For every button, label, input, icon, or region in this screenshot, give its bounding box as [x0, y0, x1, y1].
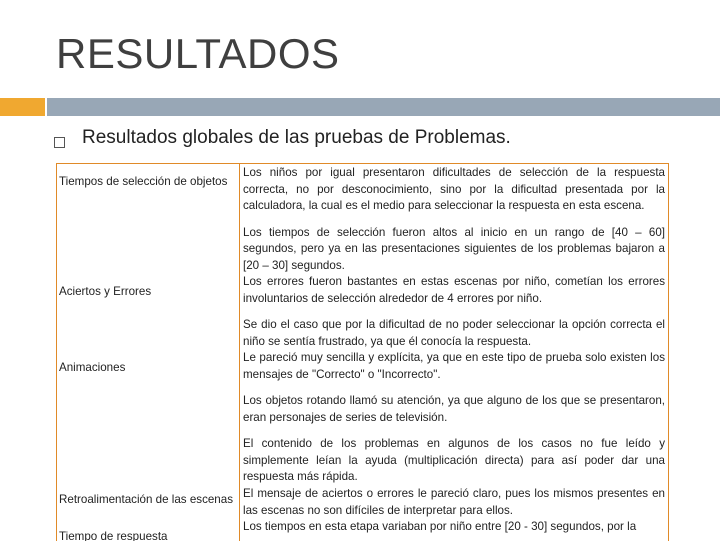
row-label: Retroalimentación de las escenas	[59, 493, 234, 506]
row-paragraph: Los tiempos de selección fueron altos al inicio en un rango de [40 – 60] segundos, pero ya en las presentaciones siguientes de los problemas bajaron a [20 – 30] segundos.	[243, 225, 665, 272]
accent-block	[0, 98, 45, 116]
row-paragraph: Los tiempos en esta etapa variaban por niño entre [20 - 30] segundos, por la	[243, 520, 637, 533]
row-paragraph: El mensaje de aciertos o errores le pareció claro, pues los mismos presentes en las escenas no son difíciles de interpretar para ellos.	[243, 487, 665, 517]
row-content	[243, 274, 665, 350]
slide-title: RESULTADOS	[56, 30, 340, 77]
row-content	[243, 486, 665, 519]
row-content	[243, 350, 665, 486]
row-paragraph: Se dio el caso que por la dificultad de no poder seleccionar la opción correcta el niño se sentía frustrado, ya que él conocía la respuesta.	[243, 318, 665, 348]
bullet-text: Resultados globales de las pruebas de Problemas.	[82, 127, 511, 148]
row-content	[243, 165, 665, 274]
row-label: Tiempo de respuesta	[59, 530, 168, 541]
row-label: Tiempos de selección de objetos	[59, 175, 228, 188]
row-label: Aciertos y Errores	[59, 285, 152, 298]
row-content	[243, 519, 665, 536]
column-divider	[239, 164, 240, 541]
row-paragraph: Los objetos rotando llamó su atención, ya que alguno de los que se presentaron, eran personajes de series de televisión.	[243, 394, 665, 424]
row-paragraph: Los errores fueron bastantes en estas escenas por niño, cometían los errores involuntarios de selección alrededor de 4 errores por niño.	[243, 275, 665, 305]
row-paragraph: Le pareció muy sencilla y explícita, ya que en este tipo de prueba solo existen los mensajes de "Correcto" o "Incorrecto".	[243, 351, 665, 381]
row-label: Animaciones	[59, 361, 126, 374]
row-paragraph: Los niños por igual presentaron dificultades de selección de la respuesta correcta, no por desconocimiento, sino por la dificultad presentada por la calculadora, la cual es el medio para seleccionar la respuesta en esta escena.	[243, 166, 665, 212]
bullet-square-icon	[54, 137, 65, 148]
results-table	[56, 163, 669, 541]
header-bar	[47, 98, 720, 116]
row-paragraph: El contenido de los problemas en algunos de los casos no fue leído y simplemente leían la ayuda (multiplicación directa) para así poder dar una respuesta más rápida.	[243, 437, 665, 483]
